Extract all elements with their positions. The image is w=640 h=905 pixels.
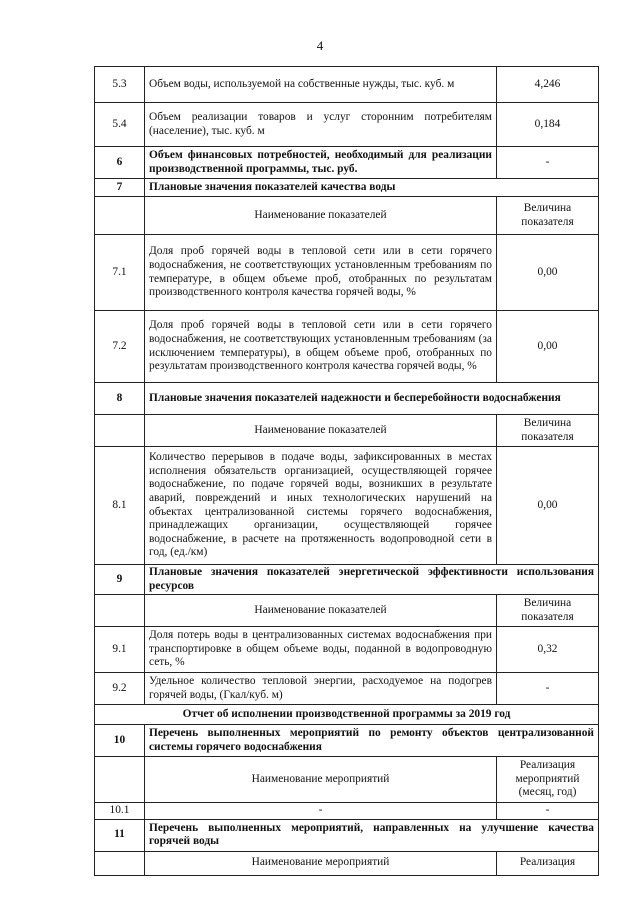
section-title: Объем финансовых потребностей, необходимый для реализации производственной программы, тыс. руб. <box>145 147 497 179</box>
column-header-value: Величина показателя <box>497 197 599 235</box>
indicator-value: 4,246 <box>497 67 599 103</box>
section-title: Перечень выполненных мероприятий по ремонту объектов централизованной системы горячего водоснабжения <box>145 725 599 757</box>
report-heading-row <box>95 705 599 725</box>
table-row <box>95 803 599 820</box>
header-row <box>95 415 599 447</box>
table-row <box>95 673 599 705</box>
table-row <box>95 235 599 311</box>
section-title: Перечень выполненных мероприятий, направленных на улучшение качества горячей воды <box>145 819 599 851</box>
indicator-name: - <box>145 803 497 820</box>
table-row <box>95 103 599 147</box>
column-header-value: Реализация мероприятий (месяц, год) <box>497 757 599 803</box>
section-number: 10 <box>95 725 145 757</box>
column-header-name: Наименование показателей <box>145 415 497 447</box>
row-number: 10.1 <box>95 803 145 820</box>
empty-cell <box>95 757 145 803</box>
column-header-value: Реализация <box>497 851 599 875</box>
indicator-name: Объем воды, используемой на собственные нужды, тыс. куб. м <box>145 67 497 103</box>
section-number: 6 <box>95 147 145 179</box>
indicator-name: Доля проб горячей воды в тепловой сети или в сети горячего водоснабжения, не соответствующих установленным требованиям (за исключением температуры), в общем объеме проб, отобранных по результатам производственного контроля качества горячей воды, % <box>145 311 497 383</box>
empty-cell <box>95 197 145 235</box>
indicator-value: - <box>497 673 599 705</box>
section-row <box>95 725 599 757</box>
column-header-name: Наименование показателей <box>145 197 497 235</box>
row-number: 7.1 <box>95 235 145 311</box>
empty-cell <box>95 415 145 447</box>
indicator-name: Доля проб горячей воды в тепловой сети или в сети горячего водоснабжения, не соответствующих установленным требованиям по температуре, в общем объеме проб, отобранных по результатам производственного контроля качества горячей воды, % <box>145 235 497 311</box>
section-number: 11 <box>95 819 145 851</box>
row-number: 5.3 <box>95 67 145 103</box>
section-row <box>95 565 599 595</box>
header-row <box>95 757 599 803</box>
indicator-value: - <box>497 147 599 179</box>
indicator-value: 0,32 <box>497 627 599 673</box>
empty-cell <box>95 851 145 875</box>
indicator-value: 0,00 <box>497 311 599 383</box>
header-row <box>95 595 599 627</box>
row-number: 9.1 <box>95 627 145 673</box>
column-header-name: Наименование показателей <box>145 595 497 627</box>
row-number: 7.2 <box>95 311 145 383</box>
header-row <box>95 851 599 875</box>
column-header-value: Величина показателя <box>497 415 599 447</box>
section-title: Плановые значения показателей надежности и бесперебойности водоснабжения <box>145 383 599 415</box>
section-number: 9 <box>95 565 145 595</box>
section-number: 7 <box>95 179 145 197</box>
row-number: 9.2 <box>95 673 145 705</box>
table-row <box>95 67 599 103</box>
column-header-value: Величина показателя <box>497 595 599 627</box>
indicator-name: Удельное количество тепловой энергии, расходуемое на подогрев горячей воды, (Гкал/куб. м) <box>145 673 497 705</box>
page-number: 4 <box>316 38 324 53</box>
section-row <box>95 383 599 415</box>
program-table <box>94 66 599 876</box>
row-number: 8.1 <box>95 447 145 565</box>
table-row <box>95 447 599 565</box>
empty-cell <box>95 595 145 627</box>
table-row <box>95 627 599 673</box>
indicator-value: - <box>497 803 599 820</box>
header-row <box>95 197 599 235</box>
column-header-name: Наименование мероприятий <box>145 757 497 803</box>
indicator-name: Объем реализации товаров и услуг сторонним потребителям (население), тыс. куб. м <box>145 103 497 147</box>
table-row <box>95 311 599 383</box>
section-title: Плановые значения показателей энергетической эффективности использования ресурсов <box>145 565 599 595</box>
section-number: 8 <box>95 383 145 415</box>
section-row <box>95 179 599 197</box>
indicator-value: 0,00 <box>497 447 599 565</box>
indicator-value: 0,184 <box>497 103 599 147</box>
section-row <box>95 819 599 851</box>
column-header-name: Наименование мероприятий <box>145 851 497 875</box>
report-heading: Отчет об исполнении производственной программы за 2019 год <box>95 705 599 725</box>
indicator-value: 0,00 <box>497 235 599 311</box>
indicator-name: Доля потерь воды в централизованных системах водоснабжения при транспортировке в общем объеме воды, поданной в водопроводную сеть, % <box>145 627 497 673</box>
row-number: 5.4 <box>95 103 145 147</box>
table-row <box>95 147 599 179</box>
indicator-name: Количество перерывов в подаче воды, зафиксированных в местах исполнения обязательств организацией, осуществляющей горячее водоснабжение, по подаче горячей воды, возникших в результате аварий, повреждений и иных технологических нарушений на объектах централизованной системы горячего водоснабжения, принадлежащих организации, осуществляющей горячее водоснабжение, в расчете на протяженность водопроводной сети в год, (ед./км) <box>145 447 497 565</box>
section-title: Плановые значения показателей качества воды <box>145 179 599 197</box>
